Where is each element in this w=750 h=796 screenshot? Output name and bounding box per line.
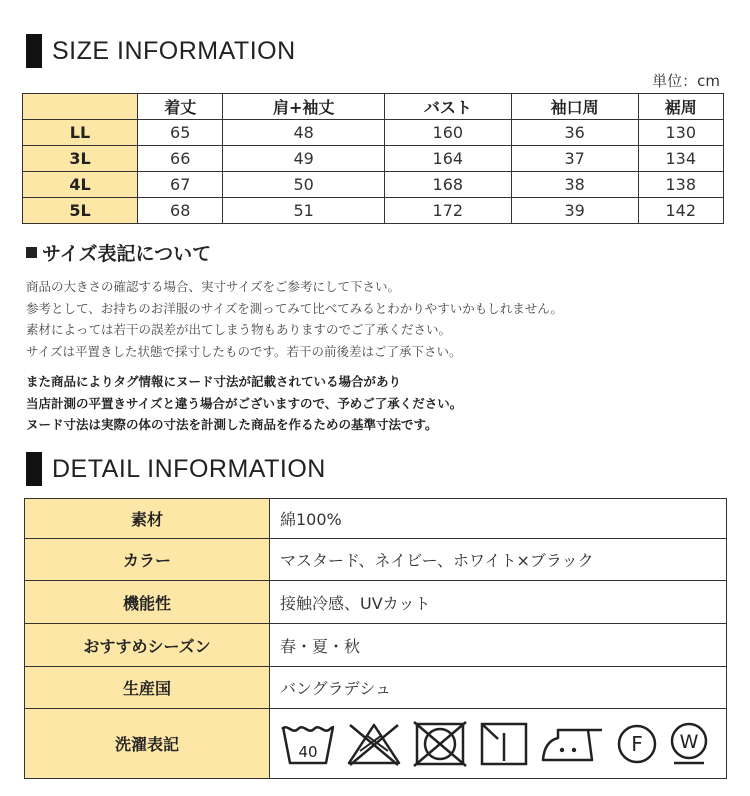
table-cell: 134	[638, 146, 723, 172]
detail-table	[24, 498, 727, 779]
wet-clean-w-icon	[668, 721, 710, 767]
wash-temp-label: 40	[298, 742, 318, 761]
column-header: 袖口周	[511, 94, 638, 120]
size-notes-body	[26, 276, 563, 362]
dry-clean-letter: F	[631, 731, 643, 756]
heading-bar	[26, 452, 42, 486]
size-label: 5L	[23, 198, 138, 224]
detail-row	[25, 499, 727, 539]
detail-info-heading	[26, 451, 326, 487]
table-cell: 65	[138, 120, 223, 146]
detail-label: カラー	[25, 539, 270, 581]
table-cell: 68	[138, 198, 223, 224]
table-cell: 48	[223, 120, 385, 146]
care-symbols-cell	[270, 709, 727, 779]
line-dry-shade-icon	[478, 721, 530, 767]
size-label: 3L	[23, 146, 138, 172]
detail-info-title: DETAIL INFORMATION	[52, 454, 326, 483]
detail-row	[25, 624, 727, 667]
detail-value: マスタード、ネイビー、ホワイト×ブラック	[270, 539, 727, 581]
table-row	[23, 172, 724, 198]
detail-label: 機能性	[25, 581, 270, 624]
table-cell: 50	[223, 172, 385, 198]
note-line: サイズは平置きした状態で採寸したものです。若干の前後差はご了承下さい。	[26, 343, 462, 359]
size-notes-heading	[26, 239, 211, 266]
detail-row	[25, 667, 727, 709]
note-line: 商品の大きさの確認する場合、実寸サイズをご参考にして下さい。	[26, 279, 401, 294]
wash-40-icon	[280, 721, 336, 767]
heading-bar	[26, 34, 42, 68]
detail-value: 綿100%	[270, 499, 727, 539]
table-row	[23, 146, 724, 172]
column-header: バスト	[384, 94, 511, 120]
detail-row	[25, 539, 727, 581]
no-bleach-icon	[346, 721, 402, 767]
size-table-corner	[23, 94, 138, 120]
table-cell: 38	[511, 172, 638, 198]
bold-note-line: ヌード寸法は実際の体の寸法を計測した商品を作るための基準寸法です。	[26, 417, 438, 432]
size-notes-bold	[26, 371, 462, 436]
detail-value: 春・夏・秋	[270, 624, 727, 667]
care-symbols	[280, 720, 726, 768]
detail-value: バングラデシュ	[270, 667, 727, 709]
size-table-header-row	[23, 94, 724, 120]
table-cell: 164	[384, 146, 511, 172]
table-cell: 172	[384, 198, 511, 224]
size-table	[22, 93, 724, 224]
table-cell: 51	[223, 198, 385, 224]
detail-row	[25, 581, 727, 624]
detail-label: 素材	[25, 499, 270, 539]
note-line: 素材によっては若干の誤差が出てしまう物もありますのでご了承ください。	[26, 322, 452, 337]
column-header: 裾周	[638, 94, 723, 120]
detail-label: 生産国	[25, 667, 270, 709]
column-header: 肩+袖丈	[223, 94, 385, 120]
table-cell: 142	[638, 198, 723, 224]
table-row	[23, 120, 724, 146]
table-cell: 49	[223, 146, 385, 172]
table-cell: 37	[511, 146, 638, 172]
bold-note-line: また商品によりタグ情報にヌード寸法が記載されている場合があり	[26, 374, 402, 389]
square-bullet-icon	[26, 247, 37, 258]
table-cell: 138	[638, 172, 723, 198]
table-cell: 67	[138, 172, 223, 198]
column-header: 着丈	[138, 94, 223, 120]
dry-clean-f-icon	[616, 723, 658, 765]
iron-medium-icon	[540, 724, 606, 764]
size-notes-title: サイズ表記について	[42, 243, 212, 265]
table-cell: 130	[638, 120, 723, 146]
table-cell: 39	[511, 198, 638, 224]
table-cell: 36	[511, 120, 638, 146]
size-label: LL	[23, 120, 138, 146]
bold-note-line: 当店計測の平置きサイズと違う場合がございますので、予めご了承ください。	[26, 395, 463, 411]
detail-label: 洗濯表記	[25, 709, 270, 779]
table-row	[23, 198, 724, 224]
note-line: 参考として、お持ちのお洋服のサイズを測ってみて比べてみるとわかりやすいかもしれません。	[26, 300, 564, 316]
table-cell: 168	[384, 172, 511, 198]
size-info-title: SIZE INFORMATION	[52, 36, 296, 65]
unit-label: 単位：cm	[652, 72, 720, 90]
detail-value: 接触冷感、UVカット	[270, 581, 727, 624]
detail-row	[25, 709, 727, 779]
size-label: 4L	[23, 172, 138, 198]
no-tumble-dry-icon	[412, 720, 468, 768]
table-cell: 160	[384, 120, 511, 146]
size-info-heading	[26, 33, 296, 69]
table-cell: 66	[138, 146, 223, 172]
wet-clean-letter: W	[679, 730, 699, 753]
detail-label: おすすめシーズン	[25, 624, 270, 667]
